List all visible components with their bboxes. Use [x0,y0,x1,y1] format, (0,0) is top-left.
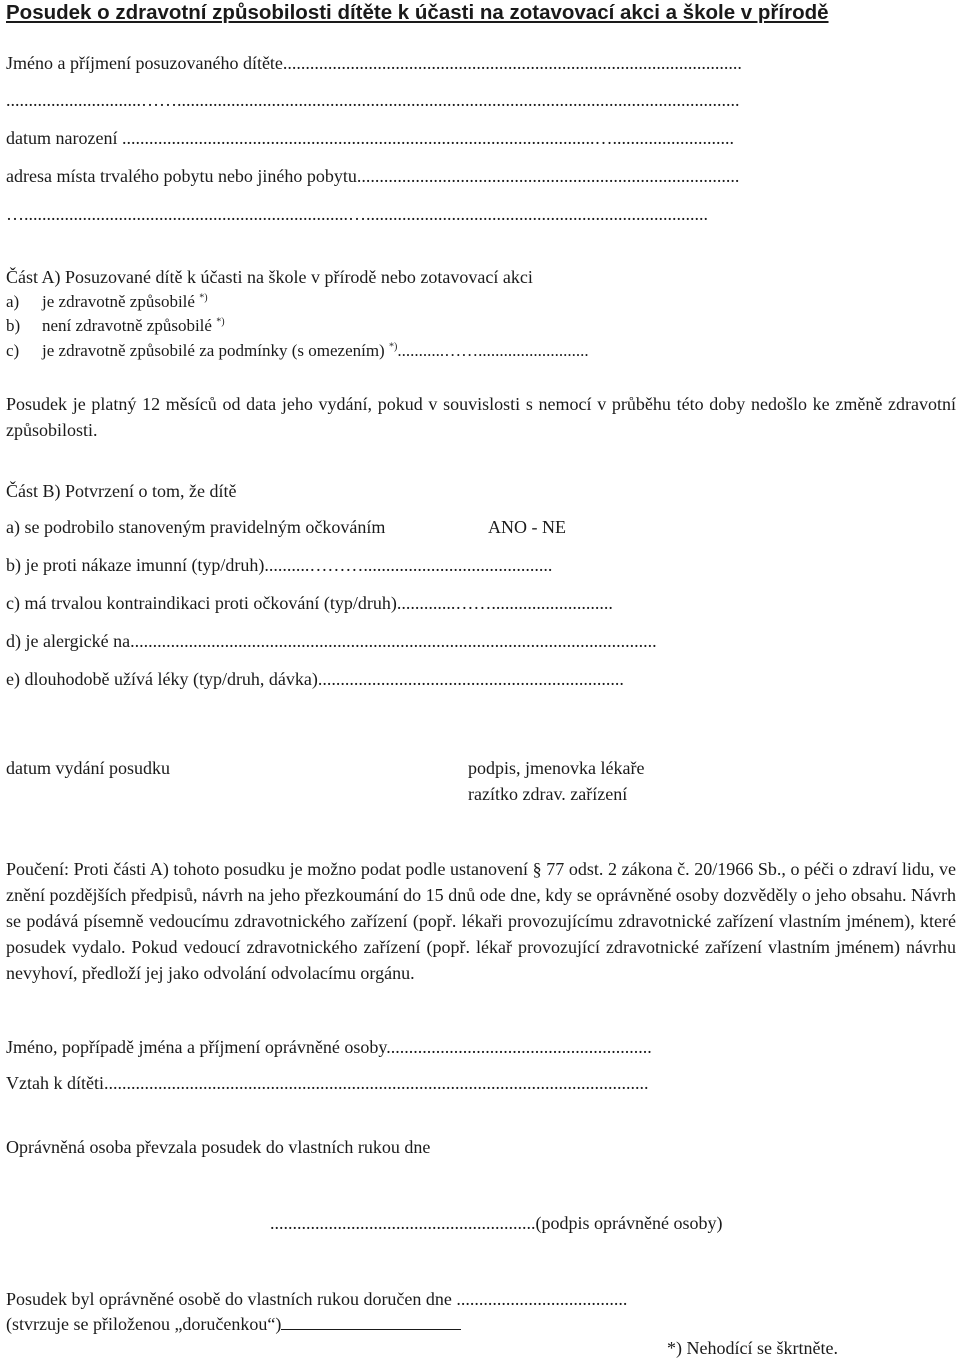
footnote-mark: *) [199,292,208,304]
item-label: b) [6,316,21,335]
vaccination-answer[interactable]: ANO - NE [488,517,566,537]
condition-field[interactable]: ...........…….......................... [397,341,589,360]
birth-date-field[interactable]: datum narození .........................................................................................................…........................... [6,128,734,148]
item-label: c) [6,341,20,360]
part-a-item-b[interactable] [6,315,225,337]
contraindication-field[interactable]: c) má trvalou kontraindikaci proti očkování (typ/druh).............……........................... [6,593,613,613]
address-field-continued[interactable]: …........................................................................…............................................................................ [6,204,708,224]
item-label: a) [6,292,20,311]
receipt-underline[interactable] [281,1313,461,1330]
receipt-note [6,1313,461,1335]
part-a-item-a[interactable] [6,291,208,313]
validity-note: Posudek je platný 12 měsíců od data jeho vydání, pokud v souvislosti s nemocí v průběhu této doby nedošlo ke změně zdravotní způsobilosti. [6,394,956,440]
facility-stamp-label: razítko zdrav. zařízení [468,784,628,804]
received-date-label: Oprávněná osoba převzala posudek do vlastních rukou dne [6,1137,431,1157]
footnote-mark: *) [388,341,398,353]
doctor-signature-label: podpis, jmenovka lékaře [468,758,645,778]
child-name-field-continued[interactable]: ..............................……............................................................................................................................. [6,90,740,110]
issue-date-label: datum vydání posudku [6,758,170,778]
legal-notice: Poučení: Proti části A) tohoto posudku je možno podat podle ustanovení § 77 odst. 2 zákona č. 20/1966 Sb., o péči o zdraví lidu, ve znění pozdějších předpisů, návrh na jeho přezkoumání do 15 dnů ode dne, kdy se oprávněné osoby dozvěděly o jeho obsahu. Návrh se podává písemně vedoucímu zdravotnického zařízení (popř. lékaři provozujícímu zdravotnické zařízení vlastním jménem), které posudek vydalo. Pokud vedoucí zdravotnického zařízení (popř. lékař provozující zdravotnické zařízení vlastním jménem) návrhu nevyhoví, předloží jej jako odvolání odvolacímu orgánu. [6,859,956,983]
footnote-mark: *) [216,316,225,328]
allergy-field[interactable]: d) je alergické na..................................................................................................................... [6,631,657,651]
form-title: Posudek o zdravotní způsobilosti dítěte k účasti na zotavovací akci a škole v přírodě [6,1,829,24]
part-a-heading: Část A) Posuzované dítě k účasti na škole v přírodě nebo zotavovací akci [6,267,533,287]
authorized-signature-field[interactable]: ...........................................................(podpis oprávněné osoby) [270,1213,723,1233]
relation-to-child-field[interactable]: Vztah k dítěti......................................................................................................................... [6,1073,649,1093]
address-field[interactable]: adresa místa trvalého pobytu nebo jiného pobytu..................................................................................... [6,166,740,186]
part-b-heading: Část B) Potvrzení o tom, že dítě [6,481,237,501]
medication-field[interactable]: e) dlouhodobě užívá léky (typ/druh, dávka).................................................................... [6,669,624,689]
child-name-field[interactable]: Jméno a příjmení posuzovaného dítěte...................................................................................................... [6,53,742,73]
part-a-item-c[interactable] [6,340,589,362]
vaccination-question: a) se podrobilo stanoveným pravidelným očkováním [6,517,386,537]
footnote: *) Nehodící se škrtněte. [667,1338,838,1358]
authorized-person-name-field[interactable]: Jméno, popřípadě jména a příjmení oprávněné osoby........................................................... [6,1037,652,1057]
item-text: je zdravotně způsobilé [42,292,195,311]
receipt-label: (stvrzuje se přiloženou „doručenkou“) [6,1314,282,1334]
delivered-date-field[interactable]: Posudek byl oprávněné osobě do vlastních rukou doručen dne ...................................... [6,1289,628,1309]
immune-field[interactable]: b) je proti nákaze imunní (typ/druh)..........……….......................................... [6,555,553,575]
item-text: je zdravotně způsobilé za podmínky (s omezením) [42,341,385,360]
item-text: není zdravotně způsobilé [42,316,212,335]
